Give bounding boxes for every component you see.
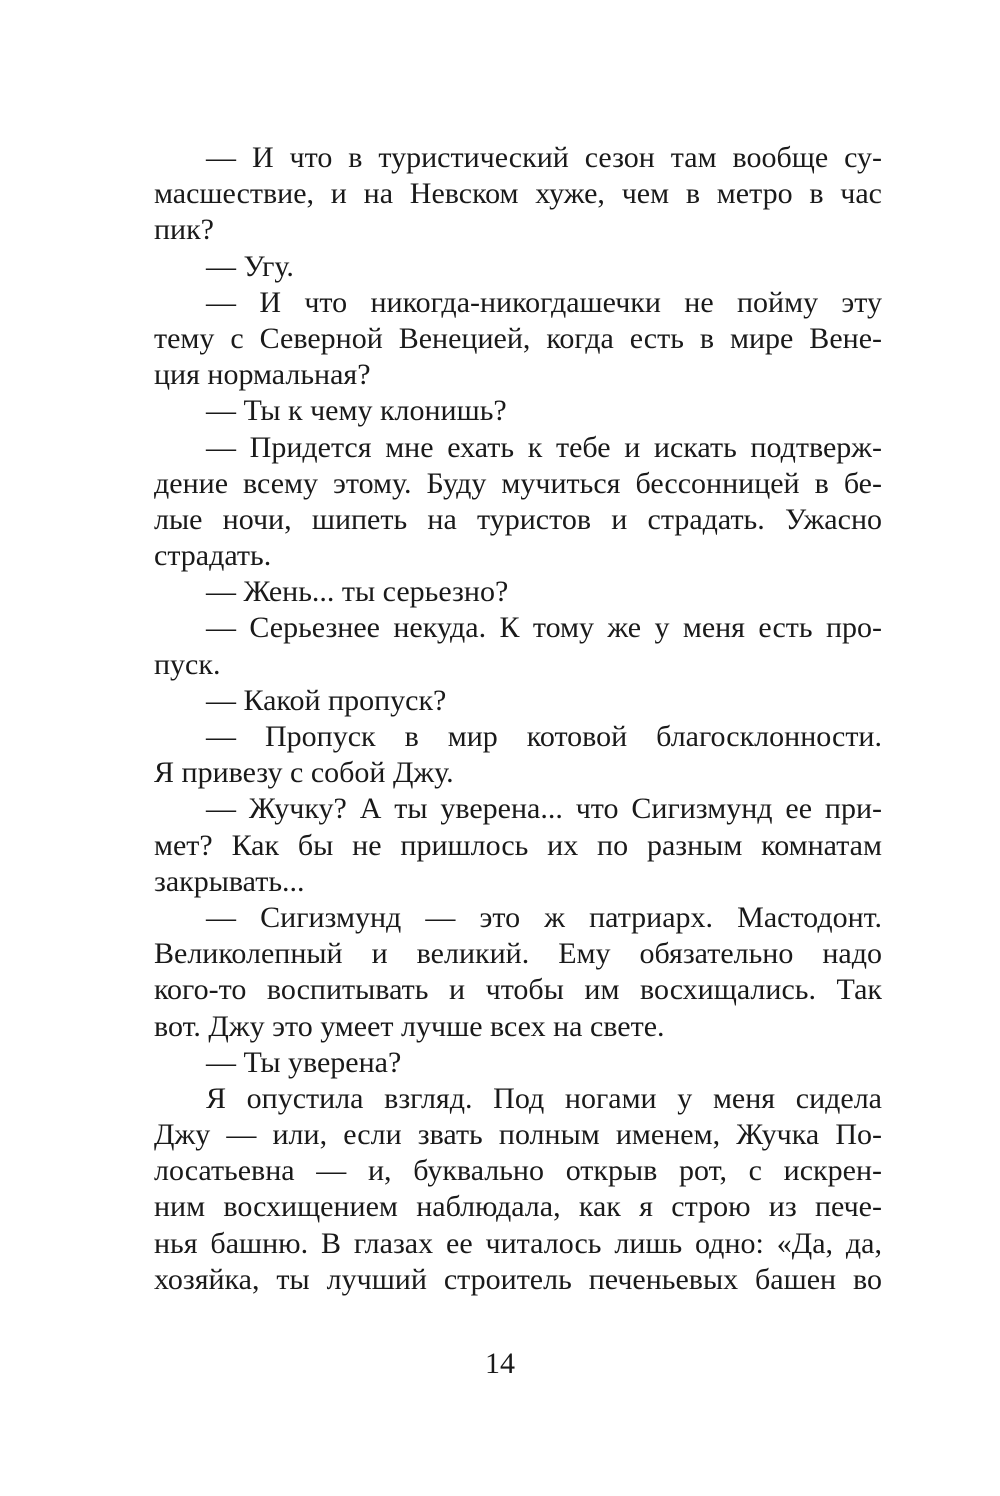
text-line: пуск.	[154, 647, 221, 681]
text-line: — Ты уверена?	[206, 1045, 402, 1079]
text-line: лые ночи, шипеть на туристов и страдать. Ужасно	[154, 502, 882, 536]
text-line: Великолепный и великий. Ему обязательно надо	[154, 937, 882, 971]
text-line: кого-то воспитывать и чтобы им восхищались. Так	[154, 973, 882, 1007]
text-line: нья башню. В глазах ее читалось лишь одно: «Да, да,	[154, 1226, 882, 1260]
text-line: — Пропуск в мир котовой благосклонности.	[206, 720, 882, 753]
text-line: — Жень... ты серьезно?	[206, 575, 509, 609]
text-line: масшествие, и на Невском хуже, чем в метро в час	[154, 177, 882, 211]
text-line: закрывать...	[154, 864, 305, 898]
text-line: хозяйка, ты лучший строитель печеньевых башен во	[154, 1262, 882, 1296]
text-line: — Угу.	[206, 249, 294, 283]
text-line: дение всему этому. Буду мучиться бессонницей в бе-	[154, 466, 882, 500]
book-page-text	[154, 140, 882, 1298]
text-line: — Ты к чему клонишь?	[206, 394, 507, 428]
text-line: ция нормальная?	[154, 358, 371, 392]
text-line: — Придется мне ехать к тебе и искать подтверж-	[206, 430, 882, 464]
text-line: тему с Северной Венецией, когда есть в мире Вене-	[154, 321, 882, 355]
text-line: мет? Как бы не пришлось их по разным комнатам	[154, 828, 882, 862]
text-line: ним восхищением наблюдала, как я строю из пече-	[154, 1190, 882, 1224]
text-line: — И что никогда-никогдашечки не пойму эту	[206, 285, 882, 319]
text-line: — Жучку? А ты уверена... что Сигизмунд ее при-	[206, 792, 882, 826]
text-line: Я опустила взгляд. Под ногами у меня сидела	[206, 1081, 882, 1115]
text-line: страдать.	[154, 539, 272, 573]
text-line: — И что в туристический сезон там вообще су-	[206, 141, 882, 174]
text-line: — Серьезнее некуда. К тому же у меня есть про-	[206, 611, 882, 645]
text-line: Я привезу с собой Джу.	[154, 756, 454, 790]
page-number: 14	[485, 1347, 515, 1380]
text-line: — Какой пропуск?	[206, 683, 447, 717]
text-line: лосатьевна — и, буквально открыв рот, с искрен-	[154, 1154, 882, 1188]
text-line: пик?	[154, 213, 214, 247]
text-line: Джу — или, если звать полным именем, Жучка По-	[154, 1118, 882, 1152]
text-line: вот. Джу это умеет лучше всех на свете.	[154, 1009, 665, 1043]
text-line: — Сигизмунд — это ж патриарх. Мастодонт.	[206, 900, 882, 934]
